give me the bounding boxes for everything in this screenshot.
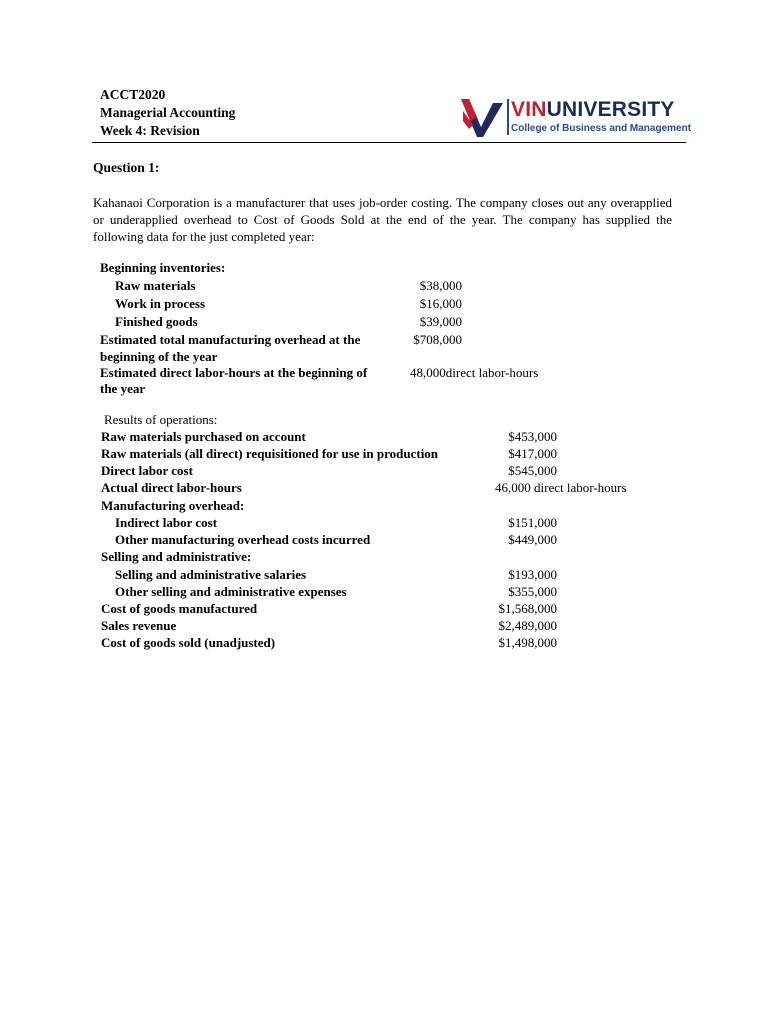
other-mo-value: $449,000 [508, 532, 557, 547]
logo-divider [507, 99, 509, 135]
cogm-value: $1,568,000 [498, 601, 557, 616]
sa-salaries-label: Selling and administrative salaries [115, 567, 307, 582]
sa-salaries-value: $193,000 [508, 567, 557, 582]
est-overhead-value: $708,000 [413, 332, 462, 347]
rm-purchased-value: $453,000 [508, 429, 557, 444]
header-rule [92, 142, 686, 143]
rm-purchased-label: Raw materials purchased on account [101, 429, 306, 444]
actual-dlh-label: Actual direct labor-hours [101, 480, 242, 495]
raw-materials-value: $38,000 [419, 278, 462, 293]
actual-dlh-value: 46,000 direct labor-hours [495, 480, 627, 495]
course-header [100, 86, 235, 140]
vinuniversity-logo [459, 97, 692, 141]
other-mo-label: Other manufacturing overhead costs incurred [115, 532, 371, 547]
other-sa-value: $355,000 [508, 584, 557, 599]
finished-label: Finished goods [115, 314, 198, 329]
cogs-label: Cost of goods sold (unadjusted) [101, 635, 276, 650]
results-heading: Results of operations: [104, 412, 218, 427]
week-label: Week 4: Revision [100, 123, 200, 138]
mo-heading: Manufacturing overhead: [101, 498, 245, 513]
rm-requisitioned-value: $417,000 [508, 446, 557, 461]
course-code: ACCT2020 [100, 87, 166, 102]
logo-subtitle: College of Business and Management [511, 123, 692, 134]
other-sa-label: Other selling and administrative expenses [115, 584, 347, 599]
beginning-heading: Beginning inventories: [100, 260, 226, 275]
course-name: Managerial Accounting [100, 105, 236, 120]
question-title: Question 1: [93, 160, 160, 175]
vin-chevron-icon [459, 97, 505, 139]
sales-value: $2,489,000 [498, 618, 557, 633]
indirect-labor-value: $151,000 [508, 515, 557, 530]
dl-cost-label: Direct labor cost [101, 463, 193, 478]
sa-heading: Selling and administrative: [101, 549, 252, 564]
raw-materials-label: Raw materials [115, 278, 196, 293]
est-overhead-label-2: beginning of the year [100, 349, 218, 364]
wip-label: Work in process [115, 296, 206, 311]
est-dlh-label-2: the year [100, 381, 146, 396]
cogm-label: Cost of goods manufactured [101, 601, 258, 616]
rm-requisitioned-label: Raw materials (all direct) requisitioned for use in production [101, 446, 439, 461]
wip-value: $16,000 [419, 296, 462, 311]
cogs-value: $1,498,000 [498, 635, 557, 650]
indirect-labor-label: Indirect labor cost [115, 515, 218, 530]
logo-brand: VINUNIVERSITY [511, 98, 675, 121]
est-dlh-label-1: Estimated direct labor-hours at the beginning of [100, 365, 368, 380]
sales-label: Sales revenue [101, 618, 177, 633]
dl-cost-value: $545,000 [508, 463, 557, 478]
finished-value: $39,000 [419, 314, 462, 329]
est-overhead-label-1: Estimated total manufacturing overhead at the [100, 332, 361, 347]
question-text: Kahanaoi Corporation is a manufacturer that uses job-order costing. The company closes out any overapplied or underapplied overhead to Cost of Goods Sold at the end of the year. The company has supplied the following data for the just completed year: [93, 195, 672, 244]
est-dlh-value: 48,000direct labor-hours [410, 365, 539, 380]
